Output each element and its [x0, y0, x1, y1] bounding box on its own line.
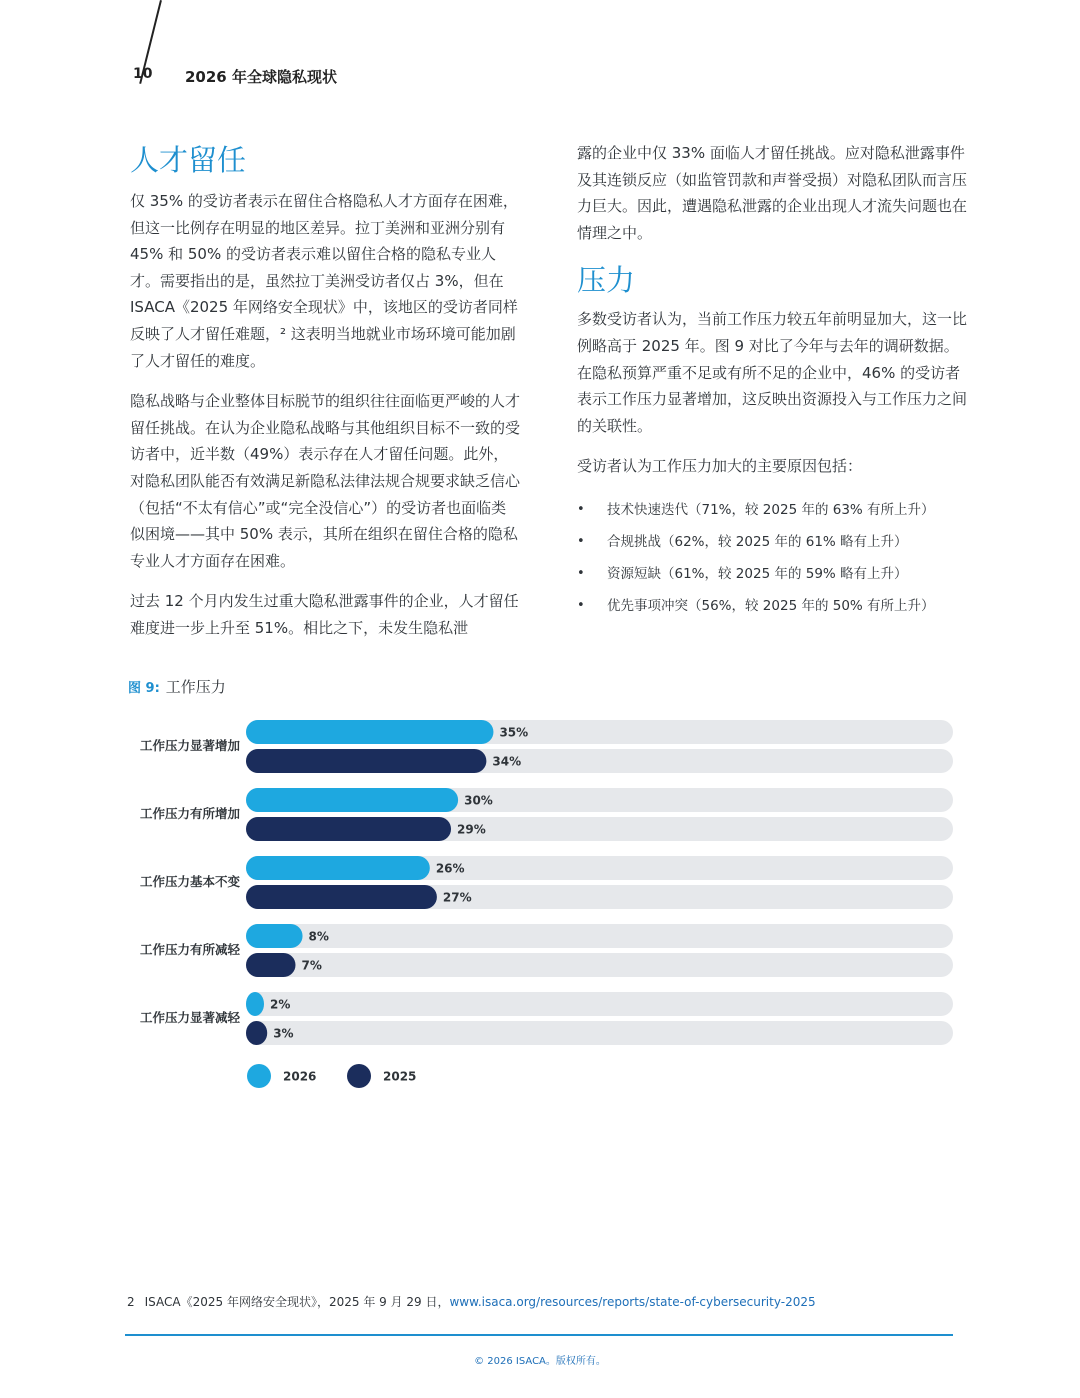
left-column [130, 140, 520, 656]
bar-track [246, 924, 953, 948]
list-item: • 优先事项冲突（56%，较 2025 年的 50% 有所上升） [577, 590, 969, 622]
bar-value-label: 35% [499, 725, 529, 740]
category-label: 工作压力有所减轻 [139, 942, 240, 957]
legend-label: 2025 [383, 1069, 417, 1084]
figure-caption [128, 676, 226, 697]
figure-number: 图 9: [128, 681, 160, 696]
category-label: 工作压力显著增加 [139, 738, 240, 753]
footnote-number: 2 [127, 1295, 135, 1309]
paragraph: 仅 35% 的受访者表示在留住合格隐私人才方面存在困难，但这一比例存在明显的地区差异。拉丁美洲和亚洲分别有 45% 和 50% 的受访者表示难以留住合格的隐私专业人才。需要指出的是，虽然拉丁美洲受访者仅占 3%，但在 ISACA《2025 年网络安全现状》中，该地区的受访者同样反映了人才留任难题，² 这表明当地就业市场环境可能加剧了人才留任的难度。 [130, 192, 518, 370]
bar-value-label: 29% [457, 822, 486, 837]
paragraph: 受访者认为工作压力加大的主要原因包括： [577, 457, 863, 476]
report-title: 2026 年全球隐私现状 [185, 68, 337, 86]
category-label: 工作压力基本不变 [139, 874, 240, 889]
bar-value-label: 27% [442, 890, 472, 905]
list-item: • 资源短缺（61%，较 2025 年的 59% 略有上升） [577, 558, 969, 590]
footnote-text: ISACA《2025 年网络安全现状》，2025 年 9 月 29 日， [144, 1295, 450, 1309]
work-stress-bar-chart [120, 708, 970, 1098]
bar-2025 [246, 885, 437, 909]
section-heading-stress: 压力 [577, 263, 636, 298]
reasons-list [577, 494, 969, 622]
bar-2025 [246, 953, 295, 977]
figure-title: 工作压力 [165, 678, 226, 696]
bar-2026 [246, 788, 458, 812]
bar-value-label: 34% [492, 754, 522, 769]
bar-track [246, 992, 953, 1016]
bar-value-label: 3% [273, 1026, 294, 1041]
bar-2026 [246, 720, 493, 744]
paragraph: 隐私战略与企业整体目标脱节的组织往往面临更严峻的人才留任挑战。在认为企业隐私战略与其他组织目标不一致的受访者中，近半数（49%）表示存在人才留任问题。此外，对隐私团队能否有效满足新隐私法律法规合规要求缺乏信心（包括“不太有信心”或“完全没信心”）的受访者也面临类似困境——其中 50% 表示，其所在组织在留住合格的隐私专业人才方面存在困难。 [130, 392, 521, 570]
legend-swatch-2025 [347, 1064, 371, 1088]
bar-2026 [246, 856, 430, 880]
paragraph: 多数受访者认为，当前工作压力较五年前明显加大，这一比例略高于 2025 年。图 9 对比了今年与去年的调研数据。在隐私预算严重不足或有所不足的企业中，46% 的受访者表示工作压力显著增加，这反映出资源投入与工作压力之间的关联性。 [577, 310, 968, 435]
bar-value-label: 26% [435, 861, 465, 876]
footer-divider [125, 1334, 953, 1336]
bar-track [246, 953, 953, 977]
legend-swatch-2026 [247, 1064, 271, 1088]
bar-2025 [246, 817, 451, 841]
bar-2026 [246, 992, 264, 1016]
section-heading-retention: 人才留任 [130, 143, 247, 177]
bar-2025 [246, 749, 486, 773]
bar-track [246, 1021, 953, 1045]
paragraph: 过去 12 个月内发生过重大隐私泄露事件的企业，人才留任难度进一步上升至 51%。相比之下，未发生隐私泄 [130, 592, 519, 637]
footnote [127, 1293, 816, 1310]
paragraph-continuation: 露的企业中仅 33% 面临人才留任挑战。应对隐私泄露事件及其连锁反应（如监管罚款和声誉受损）对隐私团队而言压力巨大。因此，遭遇隐私泄露的企业出现人才流失问题也在情理之中。 [577, 144, 968, 242]
category-label: 工作压力有所增加 [139, 806, 240, 821]
bar-2025 [246, 1021, 267, 1045]
right-column [577, 140, 969, 622]
category-label: 工作压力显著减轻 [139, 1010, 240, 1025]
list-item: • 合规挑战（62%，较 2025 年的 61% 略有上升） [577, 526, 969, 558]
bar-2026 [246, 924, 303, 948]
legend-label: 2026 [283, 1069, 317, 1084]
page-number: 10 [133, 66, 153, 82]
list-item: • 技术快速迭代（71%，较 2025 年的 63% 有所上升） [577, 494, 969, 526]
bar-value-label: 30% [464, 793, 493, 808]
copyright: © 2026 ISACA。版权所有。 [474, 1356, 606, 1367]
footnote-link[interactable]: www.isaca.org/resources/reports/state-of-cybersecurity-2025 [449, 1295, 816, 1309]
bar-value-label: 8% [308, 929, 329, 944]
bar-value-label: 7% [301, 958, 322, 973]
bar-value-label: 2% [270, 997, 291, 1012]
